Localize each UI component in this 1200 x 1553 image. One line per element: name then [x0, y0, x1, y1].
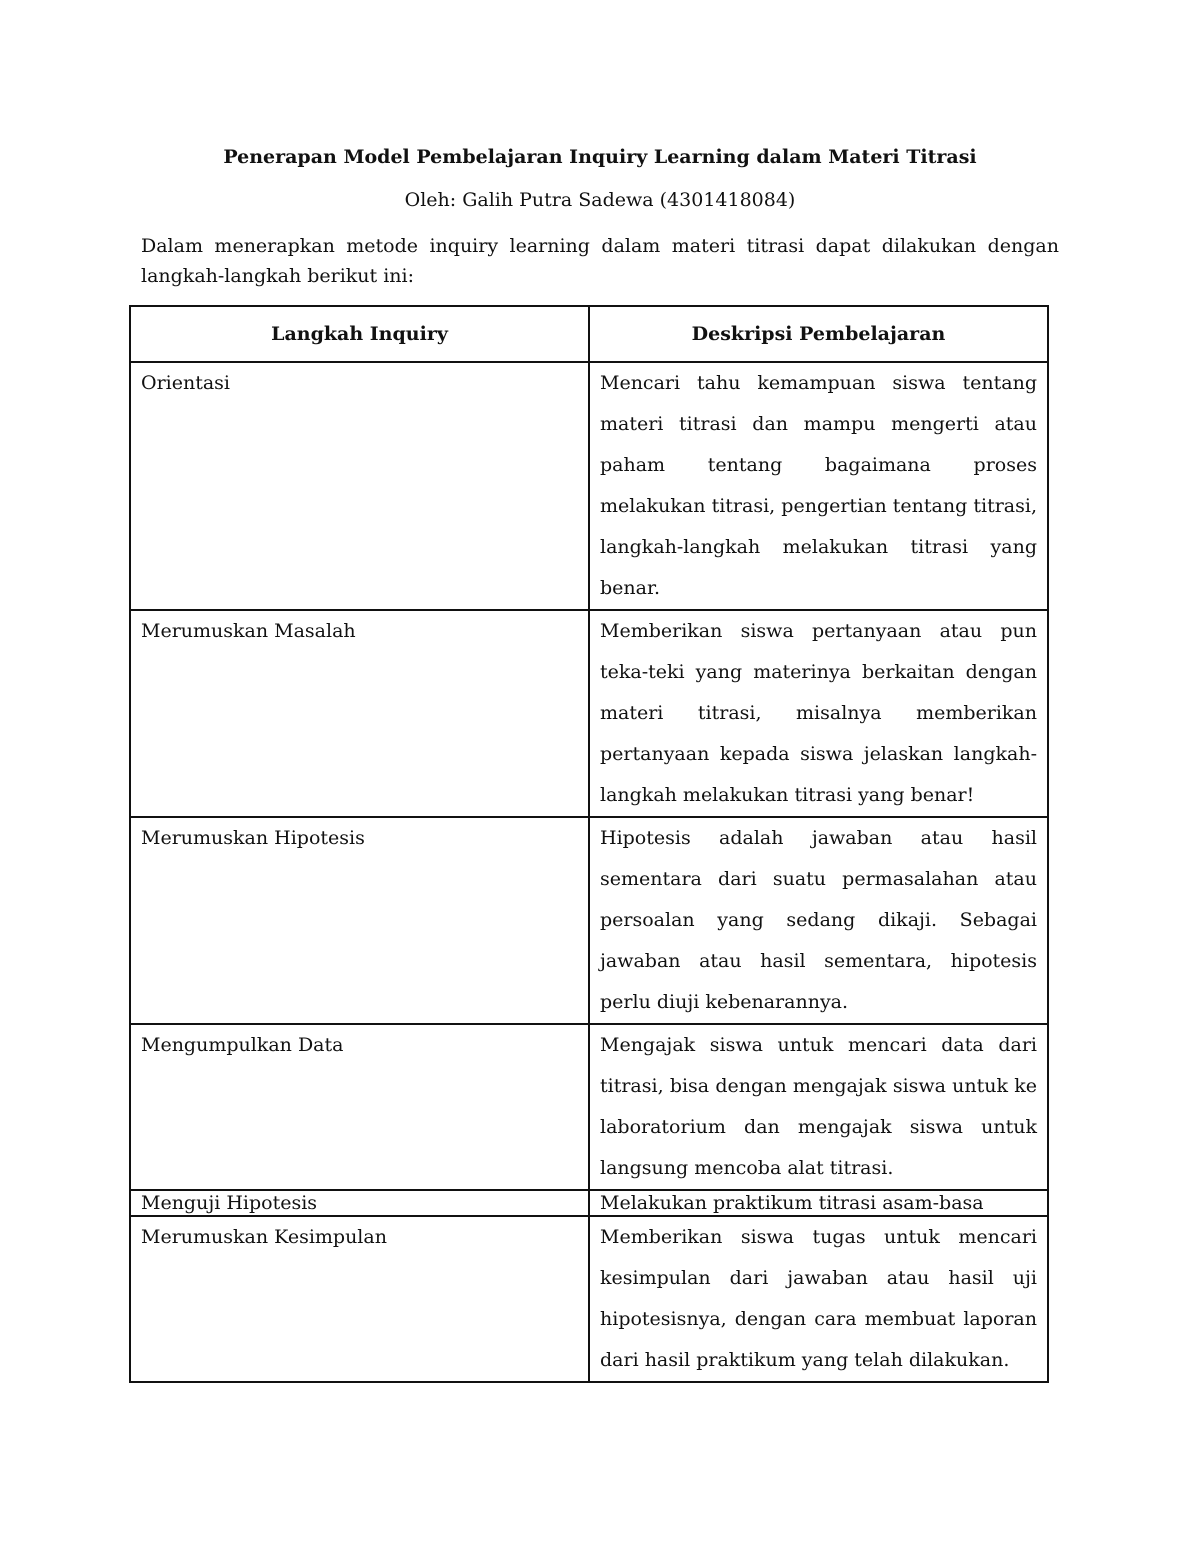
table-row — [130, 1190, 1048, 1216]
step-cell: Merumuskan Masalah — [130, 610, 589, 817]
table-row — [130, 1024, 1048, 1190]
header-description: Deskripsi Pembelajaran — [589, 306, 1048, 362]
table-header-row — [130, 306, 1048, 362]
description-cell: Melakukan praktikum titrasi asam-basa — [589, 1190, 1048, 1216]
inquiry-steps-table — [129, 305, 1049, 1383]
step-cell: Mengumpulkan Data — [130, 1024, 589, 1190]
description-cell: Memberikan siswa tugas untuk mencari kesimpulan dari jawaban atau hasil uji hipotesisnya, dengan cara membuat laporan dari hasil praktikum yang telah dilakukan. — [589, 1216, 1048, 1382]
description-cell: Memberikan siswa pertanyaan atau pun teka-teki yang materinya berkaitan dengan materi titrasi, misalnya memberikan pertanyaan kepada siswa jelaskan langkah-langkah melakukan titrasi yang benar! — [589, 610, 1048, 817]
table-row — [130, 362, 1048, 610]
intro-paragraph: Dalam menerapkan metode inquiry learning dalam materi titrasi dapat dilakukan dengan langkah-langkah berikut ini: — [141, 235, 1059, 287]
step-cell: Menguji Hipotesis — [130, 1190, 589, 1216]
document-author: Oleh: Galih Putra Sadewa (4301418084) — [404, 189, 796, 211]
header-step: Langkah Inquiry — [130, 306, 589, 362]
description-cell: Mencari tahu kemampuan siswa tentang materi titrasi dan mampu mengerti atau paham tentang bagaimana proses melakukan titrasi, pengertian tentang titrasi, langkah-langkah melakukan titrasi yang benar. — [589, 362, 1048, 610]
step-cell: Orientasi — [130, 362, 589, 610]
table-row — [130, 817, 1048, 1024]
step-cell: Merumuskan Kesimpulan — [130, 1216, 589, 1382]
description-cell: Hipotesis adalah jawaban atau hasil sementara dari suatu permasalahan atau persoalan yang sedang dikaji. Sebagai jawaban atau hasil sementara, hipotesis perlu diuji kebenarannya. — [589, 817, 1048, 1024]
table-row — [130, 1216, 1048, 1382]
description-cell: Mengajak siswa untuk mencari data dari titrasi, bisa dengan mengajak siswa untuk ke laboratorium dan mengajak siswa untuk langsung mencoba alat titrasi. — [589, 1024, 1048, 1190]
document-title: Penerapan Model Pembelajaran Inquiry Learning dalam Materi Titrasi — [223, 146, 977, 168]
step-cell: Merumuskan Hipotesis — [130, 817, 589, 1024]
table-row — [130, 610, 1048, 817]
